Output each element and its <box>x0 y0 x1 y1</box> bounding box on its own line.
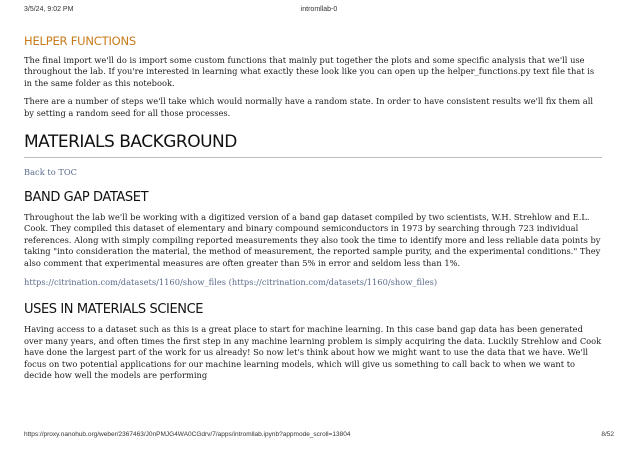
print-page-number: 8/52 <box>601 431 614 438</box>
uses-paragraph: Having access to a dataset such as this is a great place to start for machine learning. In this case band gap data has been generated over many years, and often times the first step in any machine learning problem is simply acquiring the data. Luckily Strehlow and Cook have done the largest part of the work for us already! So now let's think about how we might want to use the data that we have. We'll focus on two potential applications for our machine learning models, which will give us something to call back to when we want to decide how well the models are performing <box>24 324 602 381</box>
print-header <box>24 6 614 18</box>
materials-background-heading: MATERIALS BACKGROUND <box>24 132 237 153</box>
helper-paragraph-2: There are a number of steps we'll take which would normally have a random state. In order to have consistent results we'll fix them all by setting a random seed for all those processes. <box>24 96 594 118</box>
helper-functions-heading: HELPER FUNCTIONS <box>24 34 137 48</box>
dataset-link[interactable]: https://citrination.com/datasets/1160/show_files <box>24 277 226 288</box>
band-gap-dataset-heading: BAND GAP DATASET <box>24 190 149 206</box>
section-divider <box>24 157 602 158</box>
print-url: https://proxy.nanohub.org/weber/2367463/J0nPMJG4WA0CGdrv/7/apps/intromllab.ipynb?appmode_scroll=13804 <box>24 431 351 438</box>
back-to-toc-link[interactable]: Back to TOC <box>24 167 78 178</box>
notebook-content <box>24 34 602 382</box>
dataset-link-url: (https://citrination.com/datasets/1160/show_files) <box>228 277 438 288</box>
uses-in-materials-science-heading: USES IN MATERIALS SCIENCE <box>24 302 204 318</box>
print-datetime: 3/5/24, 9:02 PM <box>24 6 74 13</box>
print-doc-title: intromllab-0 <box>300 6 338 13</box>
dataset-link-line <box>24 277 602 288</box>
helper-paragraph-1: The final import we'll do is import some custom functions that mainly put together the plots and some specific analysis that we'll use throughout the lab. If you're interested in learning what exactly these look like you can open up the helper_functions.py text file that is in the same folder as this notebook. <box>24 55 595 88</box>
band-gap-paragraph: Throughout the lab we'll be working with a digitized version of a band gap dataset compiled by two scientists, W.H. Strehlow and E.L. Cook. They compiled this dataset of elementary and binary compound semiconductors in 1973 by searching through 723 individual references. Along with simply compiling reported measurements they also took the time to identify more and less reliable data points by taking "into consideration the material, the method of measurement, the reported sample purity, and the experimental conditions." They also comment that experimental measures are often greater than 5% in error and seldom less than 1%. <box>24 212 601 268</box>
print-footer <box>24 431 614 443</box>
